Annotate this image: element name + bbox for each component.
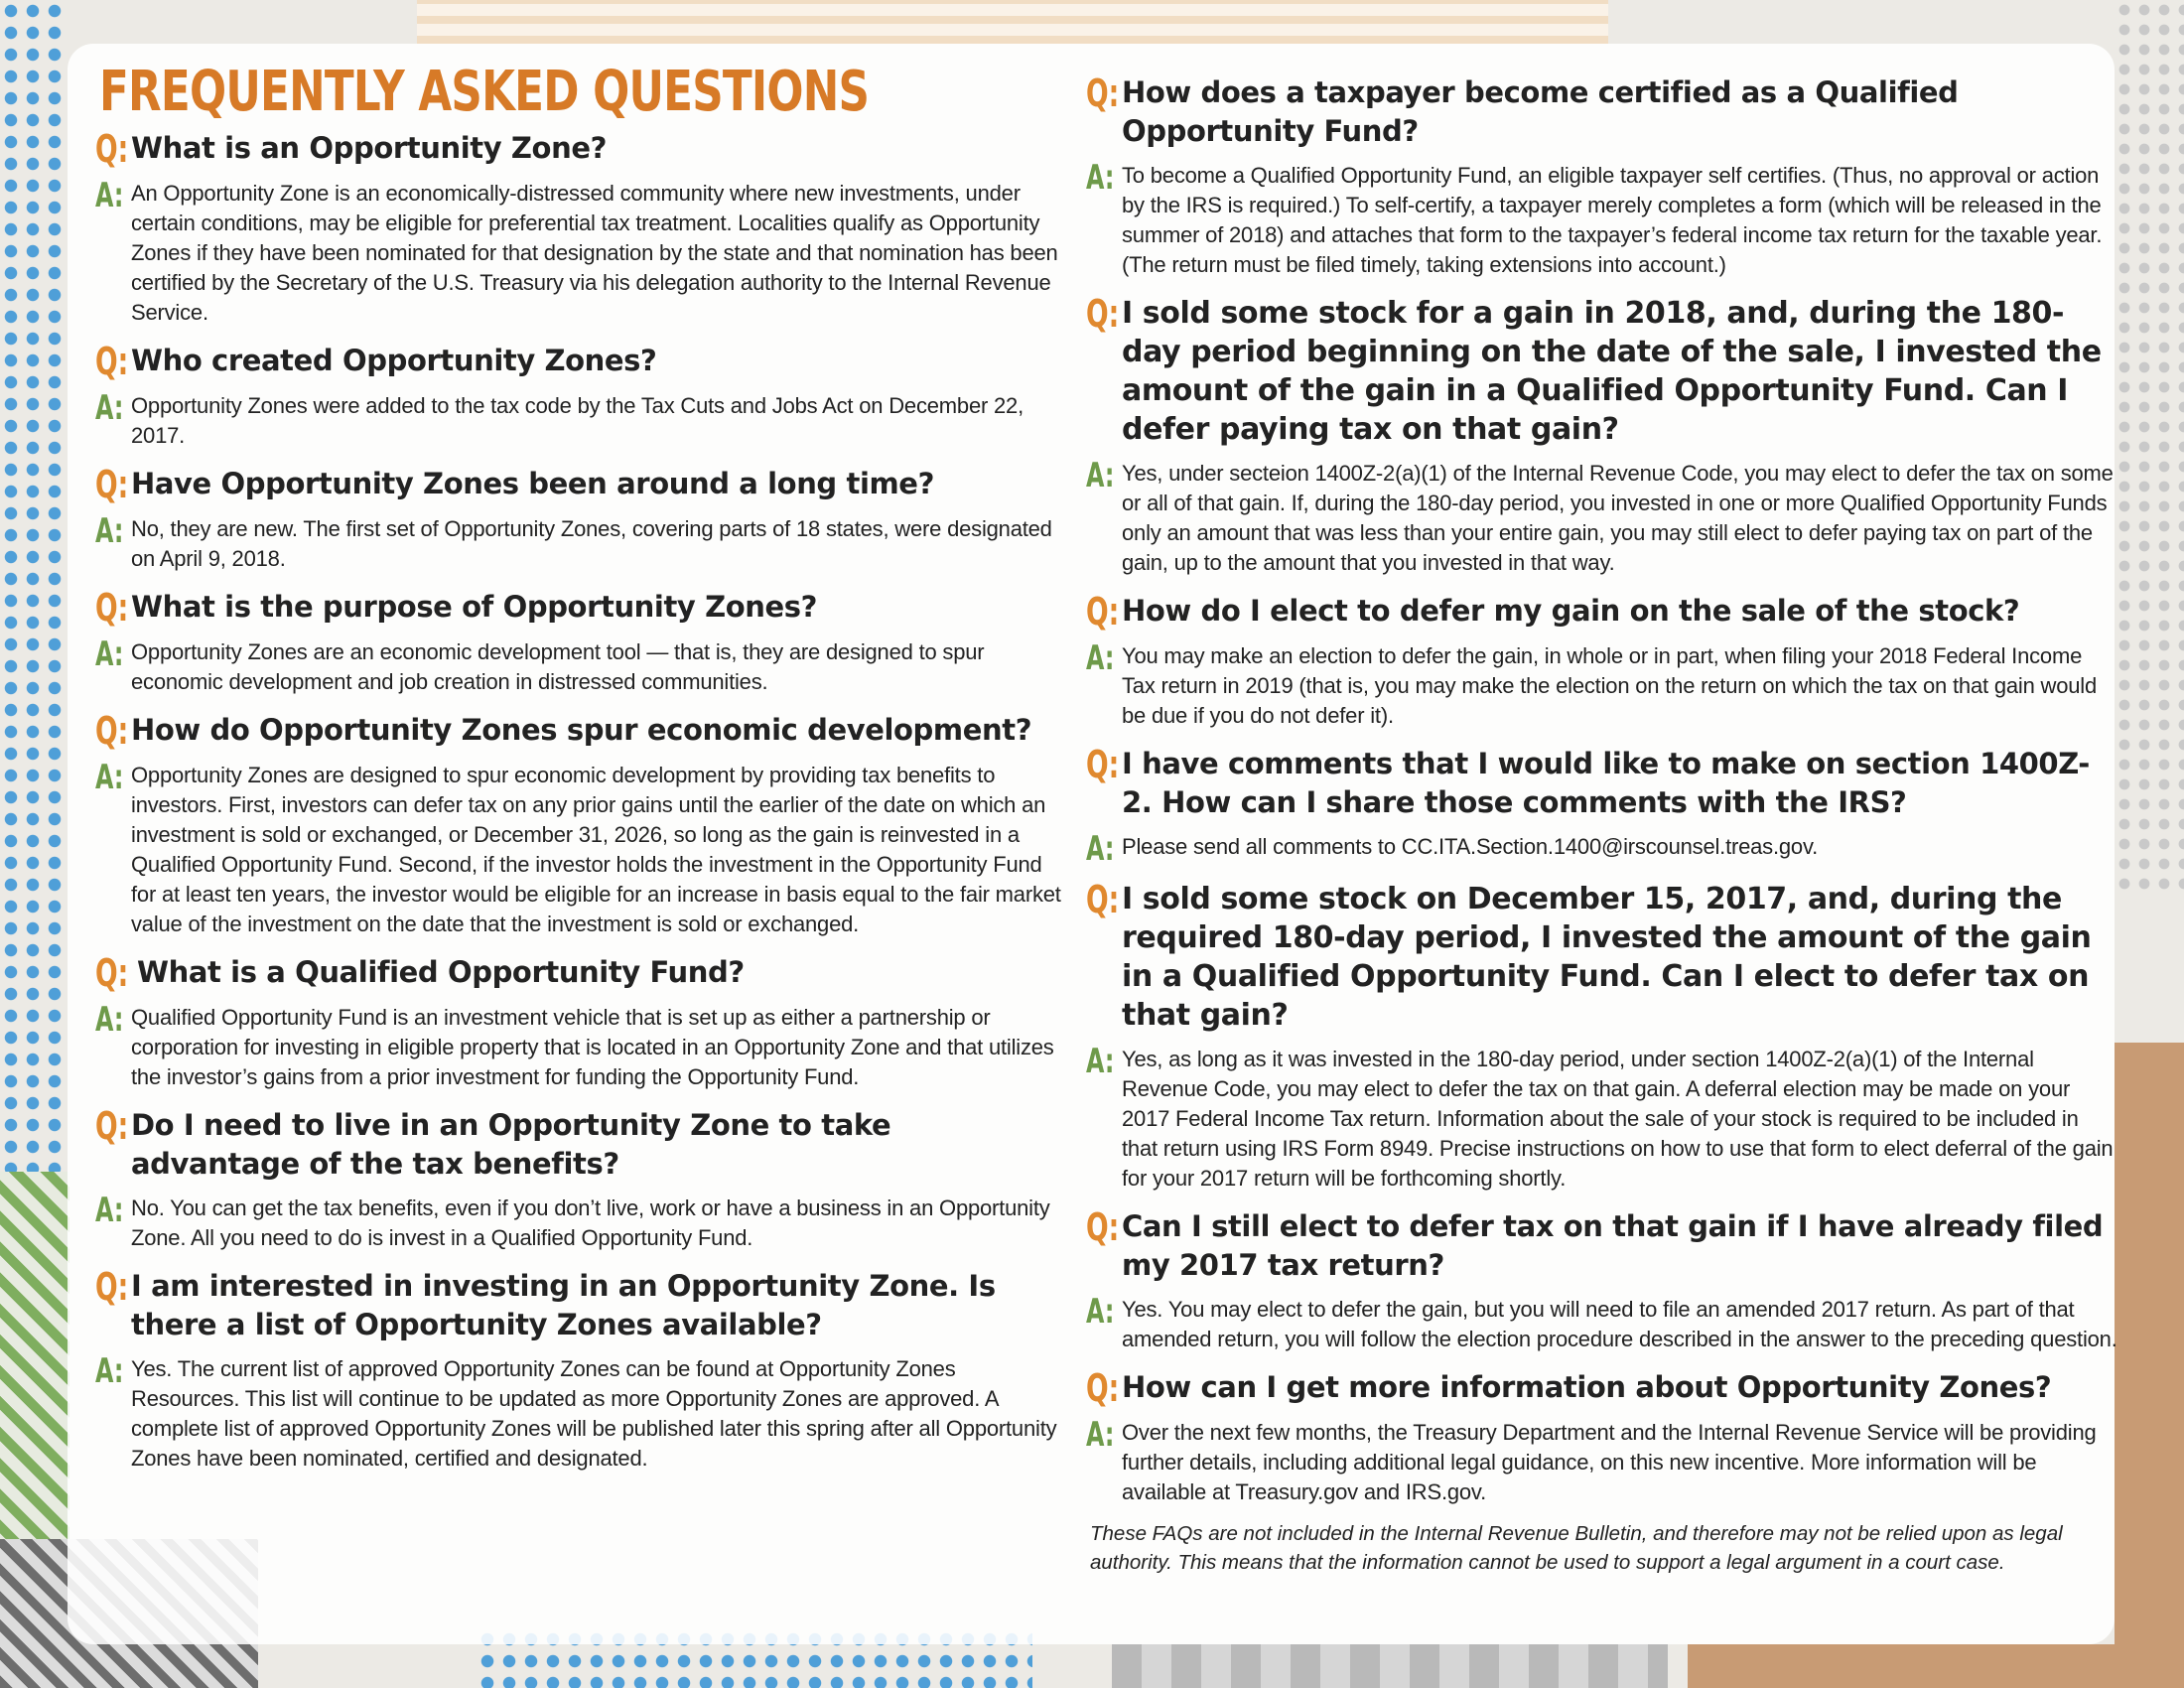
question-text: What is a Qualified Opportunity Fund? xyxy=(137,955,745,989)
faq-item xyxy=(95,465,1068,574)
faq-item xyxy=(1086,880,2118,1194)
answer xyxy=(95,1191,1068,1253)
q-marker: Q: xyxy=(1086,292,1120,336)
q-marker: Q: xyxy=(1086,1366,1120,1410)
faq-item xyxy=(95,711,1068,939)
question-text: What is an Opportunity Zone? xyxy=(131,131,608,165)
answer xyxy=(95,634,1068,697)
answer-text: Please send all comments to CC.ITA.Section.1400@irscounsel.treas.gov. xyxy=(1122,834,1819,859)
a-marker: A: xyxy=(1086,1292,1115,1332)
question-text: Do I need to live in an Opportunity Zone to take advantage of the tax benefits? xyxy=(131,1108,891,1181)
question-text: I have comments that I would like to make on section 1400Z-2. How can I share those comments with the IRS? xyxy=(1122,747,2090,819)
answer-text: No, they are new. The first set of Opportunity Zones, covering parts of 18 states, were designated on April 9, 2018. xyxy=(131,516,1052,571)
q-marker: Q: xyxy=(1086,590,1120,633)
question-text: How do I elect to defer my gain on the sale of the stock? xyxy=(1122,594,2020,628)
a-marker: A: xyxy=(1086,1042,1115,1081)
a-marker: A: xyxy=(1086,829,1115,869)
question-text: I am interested in investing in an Opportunity Zone. Is there a list of Opportunity Zones available? xyxy=(131,1269,996,1341)
faq-item xyxy=(1086,1368,2118,1507)
answer xyxy=(1086,456,2118,578)
question xyxy=(95,1106,1068,1184)
faq-item xyxy=(95,588,1068,697)
question xyxy=(95,465,1068,504)
answer-text: To become a Qualified Opportunity Fund, an eligible taxpayer self certifies. (Thus, no approval or action by the IRS is required.) To self-certify, a taxpayer merely completes a form (which will be released in the summer of 2018) and attaches that form to the taxpayer’s federal income tax return for the taxable year. (The return must be filed timely, taking extensions into account.) xyxy=(1122,163,2103,277)
question xyxy=(1086,1368,2118,1408)
orange-stripe-pattern xyxy=(417,0,1608,44)
a-marker: A: xyxy=(1086,158,1115,198)
question xyxy=(1086,294,2118,449)
faq-item xyxy=(95,129,1068,328)
grey-block-bottom xyxy=(1112,1644,1668,1688)
faq-item xyxy=(95,342,1068,451)
question xyxy=(95,1267,1068,1344)
question-text: Can I still elect to defer tax on that gain if I have already filed my 2017 tax return? xyxy=(1122,1209,2104,1282)
question xyxy=(95,953,1068,993)
a-marker: A: xyxy=(95,176,124,215)
answer-text: Opportunity Zones are designed to spur economic development by providing tax benefits to investors. First, investors can defer tax on any prior gains until the earlier of the date on which an investment is sold or exchanged, or December 31, 2026, so long as the gain is reinvested in a Qualified Opportunity Fund. Second, if the investor holds the investment in the Opportunity Fund for at least ten years, the investor would be eligible for an increase in basis equal to the fair market value of the investment on the date that the investment is sold or exchanged. xyxy=(131,763,1061,936)
tan-block xyxy=(2115,1043,2184,1688)
question xyxy=(95,342,1068,381)
faq-item xyxy=(95,1106,1068,1253)
faq-item xyxy=(1086,73,2118,280)
answer xyxy=(95,1351,1068,1474)
question xyxy=(95,129,1068,169)
answer-text: Opportunity Zones are an economic development tool — that is, they are designed to spur economic development and job creation in distressed communities. xyxy=(131,639,985,694)
q-marker: Q: xyxy=(95,340,129,383)
q-marker: Q: xyxy=(95,1104,129,1148)
page-title: FREQUENTLY ASKED QUESTIONS xyxy=(99,60,870,124)
q-marker: Q: xyxy=(95,1265,129,1309)
a-marker: A: xyxy=(95,388,124,428)
a-marker: A: xyxy=(1086,456,1115,495)
question xyxy=(95,588,1068,628)
a-marker: A: xyxy=(95,1191,124,1230)
question xyxy=(1086,592,2118,632)
answer xyxy=(95,176,1068,328)
answer-text: Yes. You may elect to defer the gain, but you will need to file an amended 2017 return. As part of that amended return, you will follow the election procedure described in the answer to the preceding question. xyxy=(1122,1297,2117,1351)
disclaimer: These FAQs are not included in the Internal Revenue Bulletin, and therefore may not be relied upon as legal authority. This means that the information cannot be used to support a legal argument in a court case. xyxy=(1090,1522,2063,1574)
faq-right-column xyxy=(1086,73,2118,1577)
a-marker: A: xyxy=(1086,1415,1115,1455)
faq-item xyxy=(1086,592,2118,731)
question-text: Have Opportunity Zones been around a long time? xyxy=(131,467,935,500)
grey-dot-pattern xyxy=(2115,0,2184,894)
q-marker: Q: xyxy=(95,127,129,171)
question-text: Who created Opportunity Zones? xyxy=(131,344,657,377)
a-marker: A: xyxy=(95,1351,124,1391)
answer xyxy=(1086,1292,2118,1354)
answer-text: Yes, as long as it was invested in the 180-day period, under section 1400Z-2(a)(1) of the Internal Revenue Code, you may elect to defer the tax on that gain. A deferral election may be made on your 2017 Federal Income Tax return. Information about the sale of your stock is required to be included in that return using IRS Form 8949. Precise instructions on how to use that form to elect deferral of the gain for your 2017 return will be forthcoming shortly. xyxy=(1122,1047,2114,1191)
answer xyxy=(95,388,1068,451)
question-text: How can I get more information about Opportunity Zones? xyxy=(1122,1370,2052,1404)
answer xyxy=(95,511,1068,574)
tan-block-bottom xyxy=(1688,1644,2184,1688)
answer xyxy=(1086,1415,2118,1507)
q-marker: Q: xyxy=(95,709,129,753)
answer-text: You may make an election to defer the gain, in whole or in part, when filing your 2018 Federal Income Tax return in 2019 (that is, you may make the election on the return on which the tax on that gain would be due if you do not defer it). xyxy=(1122,643,2098,728)
answer xyxy=(95,758,1068,939)
q-marker: Q: xyxy=(95,463,129,506)
answer-text: No. You can get the tax benefits, even if you don’t live, work or have a business in an Opportunity Zone. All you need to do is invest in a Qualified Opportunity Fund. xyxy=(131,1196,1050,1250)
answer-text: Over the next few months, the Treasury Department and the Internal Revenue Service will be providing further details, including additional legal guidance, on this new incentive. More information will be available at Treasury.gov and IRS.gov. xyxy=(1122,1420,2097,1504)
answer xyxy=(1086,638,2118,731)
faq-item xyxy=(95,1267,1068,1474)
question xyxy=(1086,73,2118,151)
a-marker: A: xyxy=(95,634,124,674)
q-marker: Q: xyxy=(1086,743,1120,786)
answer-text: Yes. The current list of approved Opportunity Zones can be found at Opportunity Zones Resources. This list will continue to be updated as more Opportunity Zones are approved. A complete list of approved Opportunity Zones will be published later this spring after all Opportunity Zones have been nominated, certified and designated. xyxy=(131,1356,1057,1471)
question-text: How does a taxpayer become certified as a Qualified Opportunity Fund? xyxy=(1122,75,1959,148)
a-marker: A: xyxy=(95,758,124,797)
q-marker: Q: xyxy=(1086,1205,1120,1249)
q-marker: Q: xyxy=(95,586,129,630)
question-text: What is the purpose of Opportunity Zones? xyxy=(131,590,818,624)
q-marker: Q: xyxy=(95,951,129,995)
question xyxy=(95,711,1068,751)
a-marker: A: xyxy=(95,1000,124,1040)
answer xyxy=(1086,1042,2118,1194)
answer-text: Opportunity Zones were added to the tax code by the Tax Cuts and Jobs Act on December 22, 2017. xyxy=(131,393,1024,448)
question-text: I sold some stock on December 15, 2017, and, during the required 180-day period, I invested the amount of the gain in a Qualified Opportunity Fund. Can I elect to defer tax on that gain? xyxy=(1122,882,2092,1033)
answer-text: Yes, under secteion 1400Z-2(a)(1) of the Internal Revenue Code, you may elect to defer the tax on some or all of that gain. If, during the 180-day period, you invested in one or more Qualified Opportunity Funds only an amount that was less than your entire gain, you may still elect to defer paying tax on part of the gain, up to the amount that you invested in that way. xyxy=(1122,461,2114,575)
answer xyxy=(1086,829,2118,869)
faq-item xyxy=(1086,743,2118,869)
faq-item xyxy=(1086,294,2118,578)
faq-left-column xyxy=(95,62,1068,1474)
a-marker: A: xyxy=(1086,638,1115,678)
question xyxy=(1086,880,2118,1035)
faq-item xyxy=(95,953,1068,1092)
question xyxy=(1086,745,2118,822)
question xyxy=(1086,1207,2118,1285)
question-text: How do Opportunity Zones spur economic development? xyxy=(131,713,1032,747)
question-text: I sold some stock for a gain in 2018, and, during the 180-day period beginning on the date of the sale, I invested the amount of the gain in a Qualified Opportunity Fund. Can I defer paying tax on that gain? xyxy=(1122,296,2102,447)
blue-dot-pattern xyxy=(0,0,69,1291)
answer xyxy=(1086,158,2118,280)
q-marker: Q: xyxy=(1086,878,1120,921)
a-marker: A: xyxy=(95,511,124,551)
faq-item xyxy=(1086,1207,2118,1354)
answer-text: Qualified Opportunity Fund is an investment vehicle that is set up as either a partnership or corporation for investing in eligible property that is located in an Opportunity Zone and that utilizes the investor’s gains from a prior investment for funding the Opportunity Fund. xyxy=(131,1005,1054,1089)
answer xyxy=(95,1000,1068,1092)
answer-text: An Opportunity Zone is an economically-distressed community where new investments, under certain conditions, may be eligible for preferential tax treatment. Localities qualify as Opportunity Zones if they have been nominated for that designation by the state and that nomination has been certified by the Secretary of the U.S. Treasury via his delegation authority to the Internal Revenue Service. xyxy=(131,181,1058,325)
q-marker: Q: xyxy=(1086,71,1120,115)
